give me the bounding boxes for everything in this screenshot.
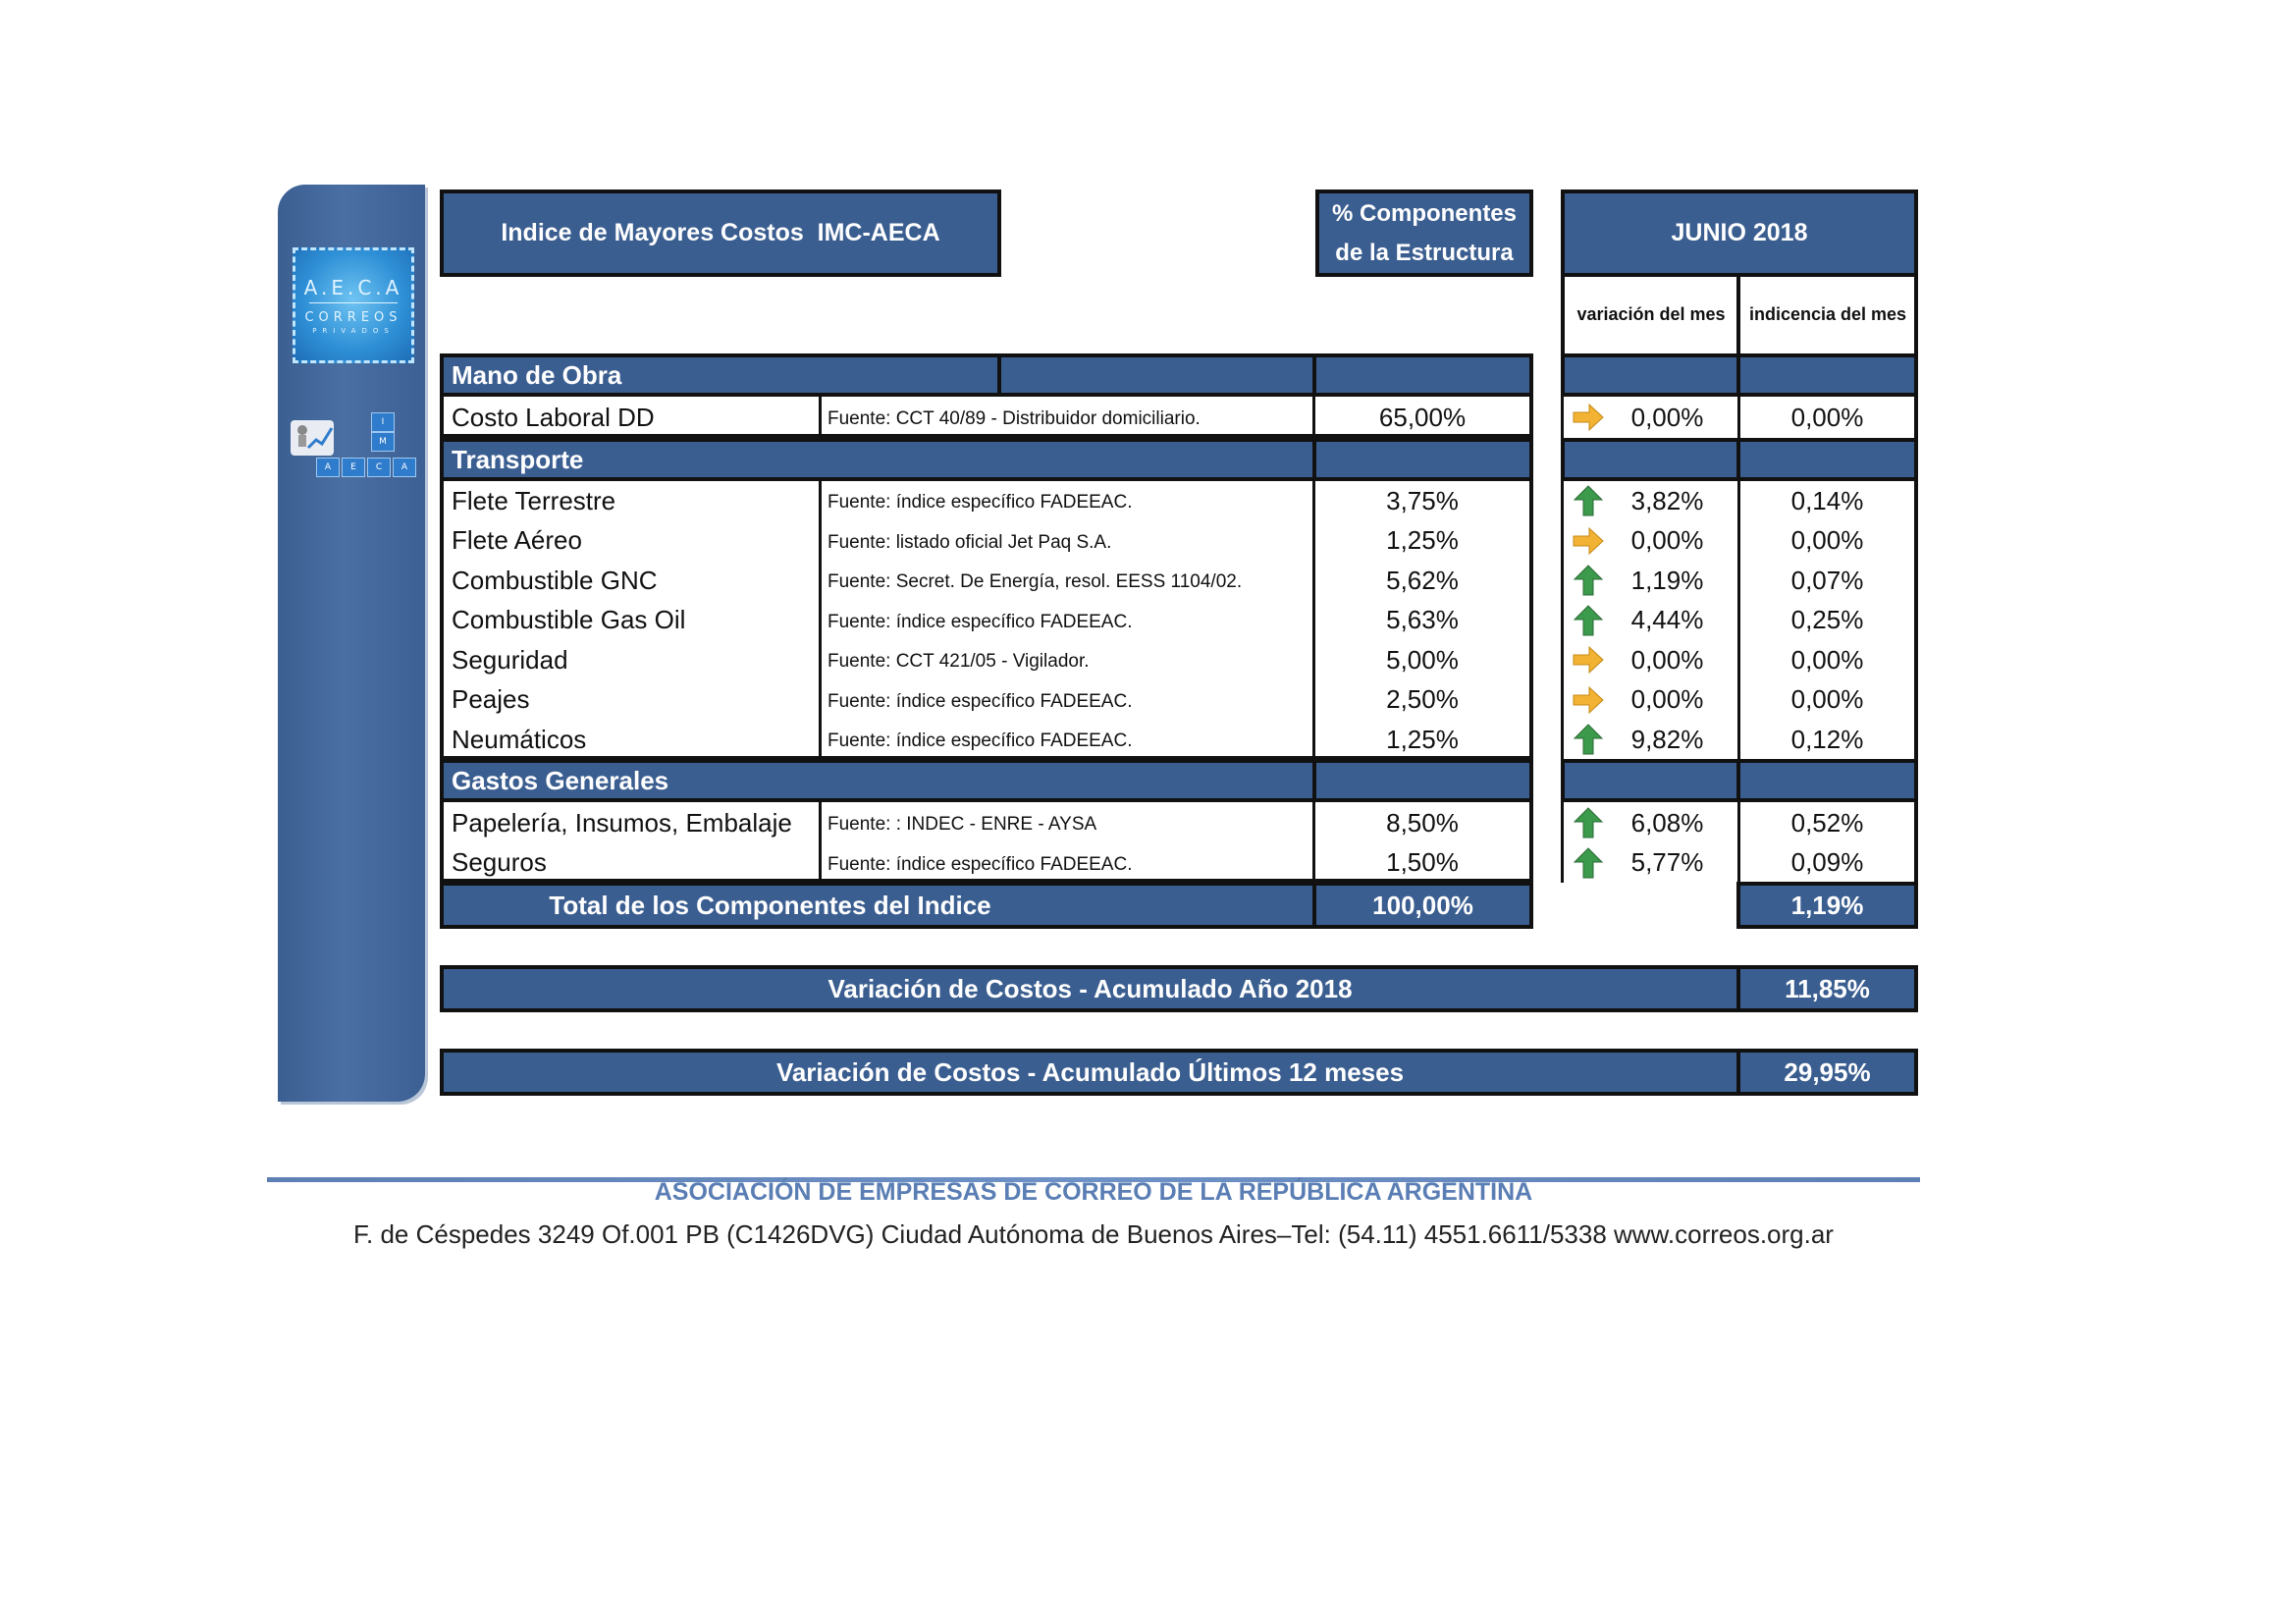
component-percentage: 5,00% bbox=[1386, 644, 1459, 675]
component-source: Fuente: CCT 421/05 - Vigilador. bbox=[828, 651, 1090, 673]
section-header: Mano de Obra bbox=[440, 353, 1533, 397]
variacion-column-header: variación del mes bbox=[1576, 303, 1726, 324]
indicencia-column-header: indicencia del mes bbox=[1748, 303, 1907, 324]
imc-letter-box: M bbox=[371, 432, 395, 452]
component-name: Flete Aéreo bbox=[452, 525, 582, 556]
monthly-incidence: 0,52% bbox=[1790, 807, 1864, 838]
monthly-incidence: 0,14% bbox=[1790, 485, 1864, 515]
total-percentage: 100,00% bbox=[1312, 882, 1533, 929]
monthly-variation: 6,08% bbox=[1630, 807, 1704, 838]
aeca-logo bbox=[293, 247, 414, 363]
monthly-variation: 9,82% bbox=[1630, 724, 1704, 754]
accumulated-12m-label: Variación de Costos - Acumulado Últimos 12 meses bbox=[440, 1049, 1740, 1096]
aeca-logo-text: A.E.C.A bbox=[303, 276, 403, 299]
aeca-logo-subtext: CORREOS bbox=[304, 310, 402, 325]
component-source: Fuente: índice específico FADEEAC. bbox=[828, 690, 1133, 712]
person-chart-icon bbox=[291, 420, 334, 456]
section-divider bbox=[1312, 353, 1316, 397]
component-source: Fuente: índice específico FADEEAC. bbox=[828, 730, 1133, 752]
accumulated-12m-value: 29,95% bbox=[1736, 1049, 1918, 1096]
component-percentage: 5,62% bbox=[1386, 565, 1459, 595]
components-header-line2: de la Estructura bbox=[1335, 239, 1514, 266]
component-source: Fuente: índice específico FADEEAC. bbox=[828, 611, 1133, 632]
component-source: Fuente: : INDEC - ENRE - AYSA bbox=[828, 814, 1097, 836]
monthly-incidence: 0,25% bbox=[1790, 605, 1864, 635]
total-label: Total de los Componentes del Indice bbox=[440, 882, 1316, 929]
monthly-incidence: 0,07% bbox=[1790, 565, 1864, 595]
component-percentage: 5,63% bbox=[1386, 605, 1459, 635]
section-divider bbox=[1736, 353, 1740, 397]
monthly-variation: 5,77% bbox=[1630, 847, 1704, 878]
monthly-variation: 4,44% bbox=[1630, 605, 1704, 635]
component-percentage: 8,50% bbox=[1386, 807, 1459, 838]
component-source: Fuente: listado oficial Jet Paq S.A. bbox=[828, 531, 1112, 553]
index-title-box bbox=[440, 189, 1001, 277]
monthly-variation: 3,82% bbox=[1630, 485, 1704, 515]
component-percentage: 1,50% bbox=[1386, 847, 1459, 878]
monthly-variation: 1,19% bbox=[1630, 565, 1704, 595]
component-name: Neumáticos bbox=[452, 724, 587, 754]
imc-aeca-logo bbox=[291, 412, 416, 479]
component-name: Seguridad bbox=[452, 644, 568, 675]
footer-organization: ASOCIACIÓN DE EMPRESAS DE CORREO DE LA REPÚBLICA ARGENTINA bbox=[654, 1178, 1533, 1206]
component-percentage: 1,25% bbox=[1386, 525, 1459, 556]
section-divider bbox=[1312, 438, 1316, 481]
monthly-variation: 0,00% bbox=[1630, 644, 1704, 675]
components-header-line1: % Componentes bbox=[1331, 199, 1517, 227]
component-name: Combustible GNC bbox=[452, 565, 658, 595]
imc-letter-box: C bbox=[367, 458, 391, 477]
monthly-incidence: 0,00% bbox=[1790, 525, 1864, 556]
component-name: Costo Laboral DD bbox=[452, 402, 655, 432]
section-header: Transporte bbox=[440, 438, 1533, 481]
total-incidence: 1,19% bbox=[1736, 882, 1918, 929]
monthly-incidence: 0,00% bbox=[1790, 402, 1864, 432]
footer-address: F. de Céspedes 3249 Of.001 PB (C1426DVG) Ciudad Autónoma de Buenos Aires–Tel: (54.11) 4551.6611/5338 www.correos.org.ar bbox=[353, 1219, 1834, 1249]
monthly-variation: 0,00% bbox=[1630, 684, 1704, 715]
component-percentage: 2,50% bbox=[1386, 684, 1459, 715]
component-source: Fuente: Secret. De Energía, resol. EESS 1104/02. bbox=[828, 571, 1243, 593]
period-label: JUNIO 2018 bbox=[1671, 219, 1808, 246]
component-name: Combustible Gas Oil bbox=[452, 605, 686, 635]
component-percentage: 3,75% bbox=[1386, 485, 1459, 515]
component-name: Papelería, Insumos, Embalaje bbox=[452, 807, 792, 838]
monthly-incidence: 0,12% bbox=[1790, 724, 1864, 754]
component-percentage: 1,25% bbox=[1386, 724, 1459, 754]
imc-letter-box: A bbox=[316, 458, 340, 477]
monthly-variation: 0,00% bbox=[1630, 525, 1704, 556]
page-title: Indice de Mayores Costos IMC-AECA bbox=[501, 219, 940, 246]
component-name: Peajes bbox=[452, 684, 530, 715]
component-source: Fuente: índice específico FADEEAC. bbox=[828, 853, 1133, 875]
imc-letter-box: E bbox=[342, 458, 365, 477]
monthly-incidence: 0,00% bbox=[1790, 644, 1864, 675]
section-header: Gastos Generales bbox=[440, 759, 1533, 802]
section-divider bbox=[997, 353, 1001, 397]
component-name: Seguros bbox=[452, 847, 547, 878]
period-header-box bbox=[1561, 189, 1918, 277]
monthly-incidence: 0,00% bbox=[1790, 684, 1864, 715]
imc-letter-box: A bbox=[393, 458, 416, 477]
component-source: Fuente: índice específico FADEEAC. bbox=[828, 492, 1133, 514]
component-percentage: 65,00% bbox=[1378, 402, 1467, 432]
components-header-box bbox=[1315, 189, 1533, 277]
aeca-logo-subtext-small: PRIVADOS bbox=[312, 327, 395, 335]
section-divider bbox=[1736, 759, 1740, 802]
component-name: Flete Terrestre bbox=[452, 485, 616, 515]
accumulated-year-value: 11,85% bbox=[1736, 965, 1918, 1012]
monthly-incidence: 0,09% bbox=[1790, 847, 1864, 878]
imc-letter-box: I bbox=[371, 412, 395, 432]
monthly-variation: 0,00% bbox=[1630, 402, 1704, 432]
component-source: Fuente: CCT 40/89 - Distribuidor domiciliario. bbox=[828, 408, 1201, 430]
accumulated-year-label: Variación de Costos - Acumulado Año 2018 bbox=[440, 965, 1740, 1012]
section-divider bbox=[1312, 759, 1316, 802]
section-divider bbox=[1736, 438, 1740, 481]
